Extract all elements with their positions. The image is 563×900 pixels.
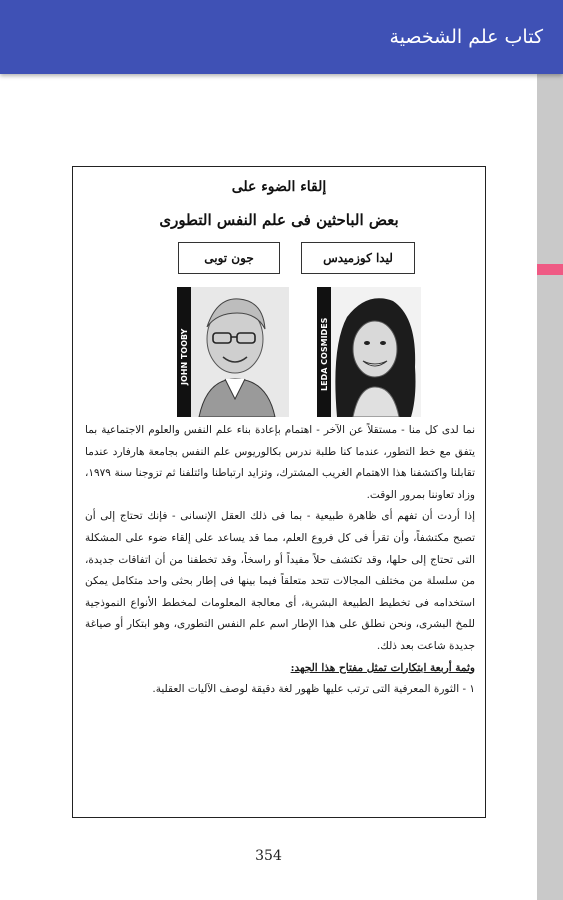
scanned-page-frame: [72, 166, 486, 818]
photo-leda-cosmides: [317, 287, 421, 417]
scrollbar-track[interactable]: [537, 74, 563, 900]
app-title: كتاب علم الشخصية: [389, 26, 543, 48]
photo-caption-leda: LEDA COSMIDES: [320, 317, 329, 391]
paragraph-1: نما لدى كل منا - مستقلاً عن الآخر - اهتمام بإعادة بناء علم النفس والعلوم الاجتماعية بما يتفق مع خط التطور، عندما كنا طلبة ندرس بكالوريوس علم النفس بجامعة هارفارد عندما تقابلنا واكتشفنا هذا الاهتمام الغريب المشترك، وتزايد ارتباطنا وائتلفنا ثم تزوجنا سنة ١٩٧٩، وزاد تعاوننا بمرور الوقت.: [85, 424, 475, 501]
scrollbar-thumb[interactable]: [537, 264, 563, 275]
page-number: 354: [255, 848, 282, 864]
photo-john-tooby: [177, 287, 289, 417]
page-heading-line2: بعض الباحثين فى علم النفس التطورى: [159, 211, 399, 229]
bold-heading-line: وثمة أربعة ابتكارات تمثل مفتاح هذا الجهد:: [290, 661, 475, 674]
paragraph-2: إذا أردت أن تفهم أى ظاهرة طبيعية - بما فى ذلك العقل الإنسانى - فإنك تحتاج إلى أن تصبح مكتشفاً، وأن تقرأ فى كل فروع العلم، مما قد يساعد على إلقاء ضوء على المشكلة التى تحتاج إلى حلها، وقد تكتشف حلاً مفيداً أو راسخاً، وقد تخطفنا من أن اتفاقات جديدة، من سلسلة من مختلف المجالات تتحد متعلقاً فيما بينها فى إطار بحثى واحد متكامل يمكن استخدامه فى تخطيط الطبيعة البشرية، أى معالجة المعلومات لمخطط الأنواع النموذجية للمخ البشرى، ونحن نطلق على هذا الإطار اسم علم النفس التطورى، وهو ابتكار أو صياغة جديدة شاعت بعد ذلك.: [85, 510, 475, 652]
page-body-text: [85, 420, 475, 701]
app-bar: [0, 0, 563, 74]
name-box-left: جون توبى: [178, 242, 280, 274]
page-heading-line1: إلقاء الضوء على: [231, 179, 327, 195]
list-item-1: ١ - الثورة المعرفية التى ترتب عليها ظهور لغة دقيقة لوصف الآليات العقلية.: [152, 683, 475, 696]
name-box-right: ليدا كوزميدس: [301, 242, 415, 274]
photo-caption-john: JOHN TOOBY: [180, 328, 189, 385]
book-page-viewer[interactable]: [0, 74, 537, 900]
